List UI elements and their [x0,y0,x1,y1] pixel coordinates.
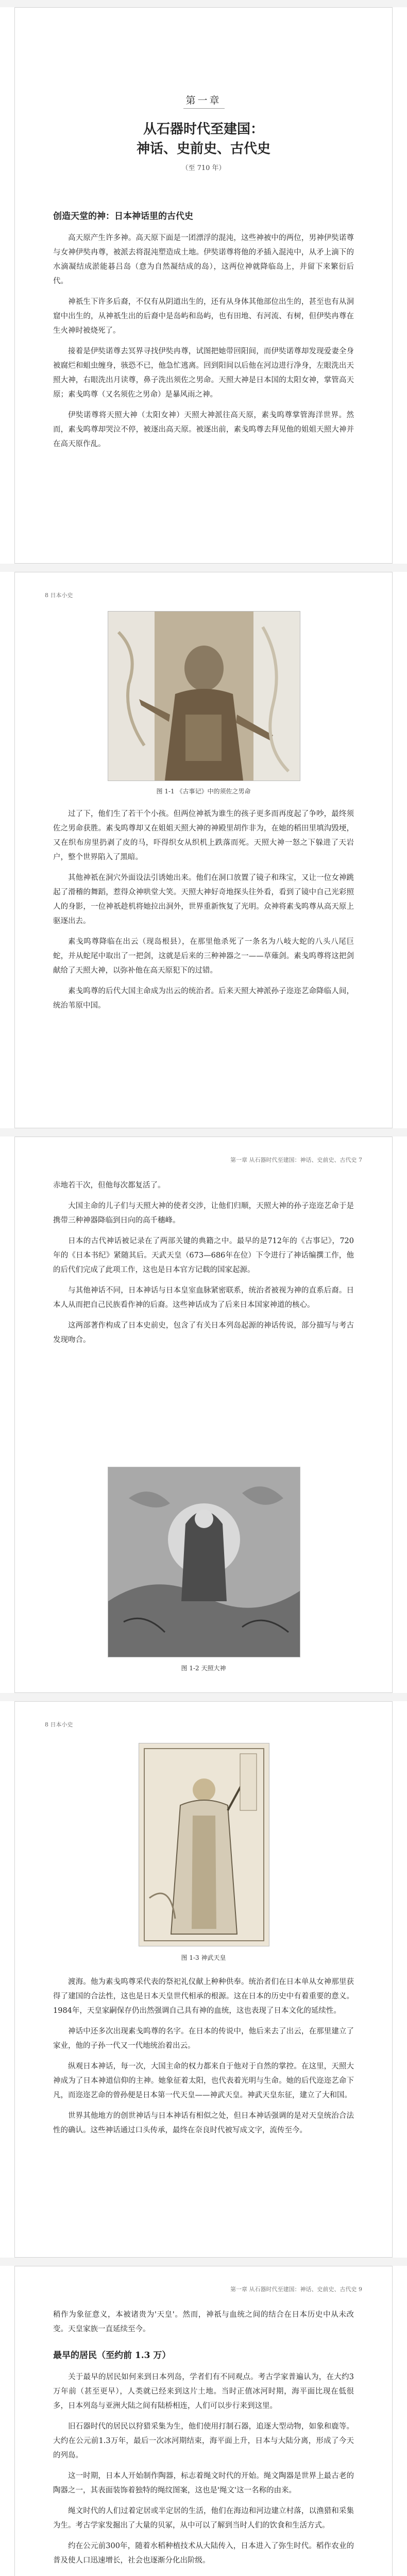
running-head: 第一章 从石器时代至建国：神话、史前史、古代史 7 [230,1157,362,1163]
page-2-body [53,807,354,1019]
paragraph: 关于最早的居民如何来到日本列岛，学者们有不同观点。考古学家普遍认为，在大约3万年前（甚至更早），人类就已经来到这片土地。当时正值冰河时期，海平面比现在低很多，日本列岛与亚洲大陆之间有陆桥相连，人们可以步行来到这里。 [53,2373,354,2410]
book-page-1 [14,7,393,564]
page-3-body-top [53,1178,354,1353]
paragraph: 与其他神话不同，日本神话与日本皇室血脉紧密联系，统治者被视为神的直系后裔。日本人从而把自己民族看作神的后裔。这些神话成为了后来日本国家神道的核心。 [53,1286,354,1309]
paragraph: 素戋呜尊降临在出云（现岛根县），在那里他杀死了一条名为八岐大蛇的八头八尾巨蛇，并从蛇尾中取出了一把剑，这就是后来的三种神器之一——草薙剑。素戋呜尊将这把剑献给了天照大神，以弥补他在高天原犯下的过错。 [53,938,354,975]
paragraph: 素戋呜尊的后代大国主命成为出云的统治者。后来天照大神派孙子迩迩艺命降临人间，统治苇原中国。 [53,987,354,1010]
chapter-title-line2: 神话、史前史、古代史 [136,141,270,157]
page-gap [0,2258,407,2266]
figure-1-1-image [108,611,300,781]
paragraph: 过了下，他们生了若干个小孩。但两位神祇为谁生的孩子更多而再度起了争吵，最终须佐之男命获胜。素戋呜尊却又在姐姐天照大神的神殿里胡作非为，在她的稻田里填沟毁埂，又在织布房里扔剥了皮的马，吓得织女从织机上跌落而死。天照大神一怒之下躲进了天岩户，整个世界陷入了黑暗。 [53,810,354,861]
paragraph: 赤地若干次，但他每次都复活了。 [53,1181,165,1190]
paragraph: 这两部著作构成了日本史前史，包含了有关日本列岛起源的神话传说，部分描写与考古发现吻合。 [53,1321,354,1344]
figure-1-2-image [108,1467,300,1657]
figure-caption: 图 1-2 天照大神 [181,1665,226,1672]
figure-1-2-illustration [108,1467,300,1657]
running-head: 8 日本小史 [45,1721,73,1728]
paragraph: 其他神祇在洞穴外面设法引诱她出来。他们在洞口放置了镜子和珠宝，又让一位女神跳起了滑稽的舞蹈，惹得众神哄堂大笑。天照大神好奇地探头往外看，看到了镜中自己光彩照人的身影，一位神祇趁机将她拉出洞外，世界重新恢复了光明。众神将素戋呜尊从高天原上驱逐出去。 [53,874,354,925]
book-page-4 [14,1701,393,2258]
section-title: 创造天堂的神：日本神话里的古代史 [53,211,193,222]
running-head: 8 日本小史 [45,592,73,599]
paragraph: 接着是伊奘诺尊去冥界寻找伊奘冉尊，试图把她带回阳间，而伊奘诺尊却发现爱妻全身被腐烂和蛆虫缠身，骇恐不已，他急忙逃离。回到阳间以后他在河边进行净身，左眼洗出天照大神，右眼洗出月读尊，鼻子洗出须佐之男命。天照大神是日本国的太阳女神，掌管高天原；素戋呜尊（又名须佐之男命）是暴风雨之神。 [53,347,354,399]
running-head: 第一章 从石器时代至建国：神话、史前史、古代史 9 [230,2286,362,2293]
paragraph: 绳文时代的人们过着定居或半定居的生活，他们在海边和河边建立村落，以渔猎和采集为生。考古学家发掘出了大量的贝冢，从中可以了解到当时人们的饮食和生活方式。 [53,2507,354,2530]
figure-1-1-illustration [108,612,300,781]
paragraph: 大国主命的儿子们与天照大神的使者交涉，让他们归顺，天照大神的孙子迩迩艺命于是携带三种神器降临到日向的高千穗峰。 [53,1202,354,1225]
section-title: 最早的居民（至约前 1.3 万） [53,2350,171,2361]
paragraph: 稍作为象征意义，本被诸贵为'天皇'。然而，神祇与血统之间的结合在日本历史中从未改变。天皇家族一直延续至今。 [53,2311,354,2333]
paragraph: 神祇生下许多后裔，不仅有从阴道出生的，还有从身体其他部位出生的，甚至也有从洞窟中出生的，从神祇生出的后裔中是岛屿和岛屿，也有田地、有河流、有树，但伊奘冉尊在生火神时被烧死了。 [53,298,354,335]
page-gap [0,1128,407,1137]
book-page-5 [14,2266,393,2576]
figure-caption: 图 1-1 《古事记》中的须佐之男命 [156,788,251,795]
figure-caption: 图 1-3 神武天皇 [181,1954,226,1961]
paragraph: 渡海。他为素戋呜尊采代表的祭祀礼仪献上种种供奉。统治者们在日本单从女神那里获得了建国的合法性，这也是日本天皇世代相承的根源。这在日本的历史中有着重要的意义。1984年，天皇家嗣保存仍出然强调自己具有神的血统，这也表现了日本文化的延续性。 [53,1978,354,2015]
page-gap [0,0,407,7]
page-5-body [53,2308,354,2574]
paragraph: 世界其他地方的创世神话与日本神话有相似之处，但日本神话强调的是对天皇统治合法性的确认。这些神话通过口头传承，最终在奈良时代被写成文字，流传至今。 [53,2112,354,2134]
paragraph: 伊奘诺尊将天照大神（太阳女神）天照大神派往高天原，素戋呜尊掌管海洋世界。然而，素戋呜尊却哭泣不停，被逐出高天原。被逐出前，素戋呜尊去拜见他的姐姐天照大神并在高天原作乱。 [53,411,354,448]
page-4-body [53,1975,354,2144]
paragraph: 纵观日本神话，每一次，大国主命的权力都来自于他对于自然的掌控。在这里，天照大神成为了日本神道信仰的主神。她象征着太阳，也代表着光明与生命。她的后代迩迩艺命下凡，而迩迩艺命的曾孙便是日本第一代天皇——神武天皇。神武天皇东征，建立了大和国。 [53,2062,354,2099]
chapter-date: （至 710 年） [181,164,226,172]
figure-1-3-image [139,1743,269,1946]
book-page-2 [14,572,393,1128]
paragraph: 旧石器时代的居民以狩猎采集为生，他们使用打制石器，追逐大型动物，如象和鹿等。大约在公元前1.3万年，最后一次冰河期结束，海平面上升，日本与大陆分离，形成了今天的列岛。 [53,2422,354,2460]
paragraph: 约在公元前300年，随着水稻种植技术从大陆传入，日本进入了弥生时代。稻作农业的普及使人口迅速增长，社会也逐渐分化出阶级。 [53,2542,354,2565]
paragraph: 日本的古代神话被记录在了两部关键的典籍之中。最早的是712年的《古事记》，720年的《日本书纪》紧随其后。天武天皇（673—686年在位）下令进行了神话编撰工作，他的后代们完成了此项工作，这也是日本官方记载的国家起源。 [53,1237,354,1274]
page-gap [0,564,407,572]
paragraph: 高天原产生许多神。高天原下面是一团漂浮的混沌，这些神被中的两位，男神伊奘诺尊与女神伊奘冉尊，被派去将混沌塑造成土地。伊奘诺尊将他的矛插入混沌中，从矛上滴下的水滴凝结成淤能碁吕岛（意为自然凝结成的岛），这两位神就降临岛上，并留下来繁衍后代。 [53,234,354,285]
chapter-title-line1: 从石器时代至建国： [143,122,264,137]
figure-1-3-illustration [139,1743,269,1946]
book-page-3 [14,1137,393,1693]
page-gap [0,1693,407,1701]
chapter-rule [183,108,225,109]
paragraph: 这一时期，日本人开始制作陶器，标志着绳文时代的开始。绳文陶器是世界上最古老的陶器之一，其表面装饰着独特的绳纹图案，这也是'绳文'这一名称的由来。 [53,2472,354,2495]
paragraph: 神话中还多次出现素戋呜尊的名字。在日本的传说中，他后来去了出云，在那里建立了家业，他的子孙一代又一代地统治着出云。 [53,2027,354,2050]
page-1-body [53,209,354,457]
chapter-number: 第一章 [185,95,222,106]
